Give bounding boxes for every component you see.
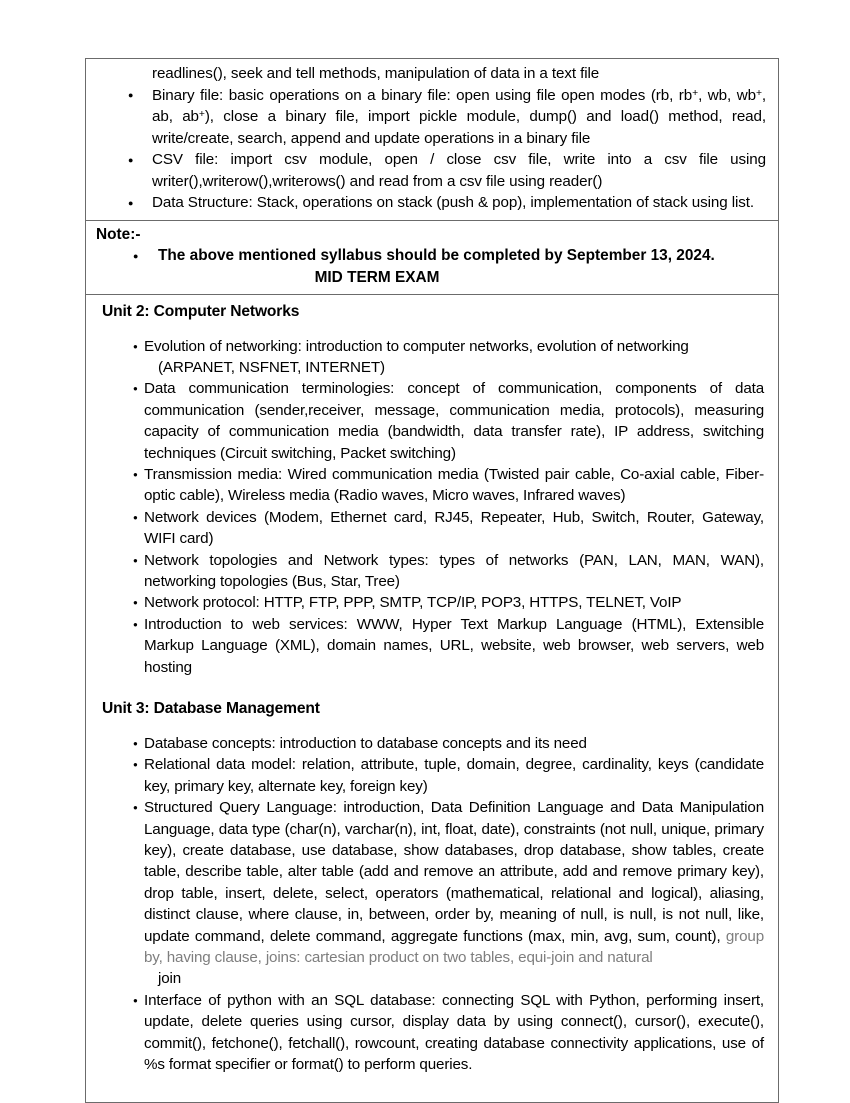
list-item (152, 85, 766, 150)
mid-term-exam-marker: MID TERM EXAM (314, 268, 440, 286)
unit2-bullet-1-text: Data communication terminologies: concept of communication, components of data communication (sender,receiver, message, communication media, protocols), measuring capacity of communication media (bandwidth, data transfer rate), IP address, switching techniques (Circuit switching, Packet switching) (144, 380, 764, 462)
unit1-bullet-1-text: CSV file: import csv module, open / close csv file, write into a csv file using writer(),writerow(),writerows() and read from a csv file using reader() (152, 151, 766, 190)
note-row (86, 220, 778, 295)
unit2-bullet-0-cont: (ARPANET, NSFNET, INTERNET) (158, 358, 385, 376)
list-item (152, 192, 766, 214)
list-item (144, 592, 764, 613)
unit2-bullet-4-text: Network topologies and Network types: types of networks (PAN, LAN, MAN, WAN), networking topologies (Bus, Star, Tree) (144, 551, 764, 590)
superscript-plus: + (198, 109, 205, 121)
unit2-bullet-0-text: Evolution of networking: introduction to computer networks, evolution of networking (144, 337, 689, 355)
unit2-bullet-2-text: Transmission media: Wired communication media (Twisted pair cable, Co-axial cable, Fiber-optic cable), Wireless media (Radio waves, Micro waves, Infrared waves) (144, 465, 764, 505)
list-item (152, 149, 766, 192)
units-row (86, 295, 778, 1102)
note-bullet-list (94, 245, 770, 267)
unit3-bullet-2-tail-text: join (158, 970, 182, 988)
list-item (144, 990, 764, 1076)
unit2-heading: Unit 2: Computer Networks (102, 302, 300, 320)
superscript-plus: + (692, 87, 699, 99)
list-item (144, 614, 764, 678)
unit1-bullet-list (94, 85, 770, 214)
list-item (144, 754, 764, 797)
unit3-bullet-0-text: Database concepts: introduction to database concepts and its need (144, 735, 587, 752)
list-item (158, 245, 770, 267)
note-label: Note:- (96, 225, 141, 243)
note-item-0-text: The above mentioned syllabus should be completed by September 13, 2024. (158, 246, 715, 264)
unit3-bullet-3-text: Interface of python with an SQL database: connecting SQL with Python, performing insert, update, delete queries using cursor, display data by using connect(), cursor(), execute(), commit(), fetchone(), fetchall(), rowcount, creating database connectivity applications, use of %s format specifier or format() to perform queries. (144, 991, 764, 1074)
list-item (144, 733, 764, 754)
unit3-bullet-1-text: Relational data model: relation, attribute, tuple, domain, degree, cardinality, keys (candidate key, primary key, alternate key, foreign key) (144, 756, 764, 795)
unit2-bullet-list (94, 336, 770, 679)
list-item (144, 464, 764, 507)
unit2-bullet-5-text: Network protocol: HTTP, FTP, PPP, SMTP, TCP/IP, POP3, HTTPS, TELNET, VoIP (144, 594, 682, 612)
unit2-bullet-6-text: Introduction to web services: WWW, Hyper Text Markup Language (HTML), Extensible Markup Language (XML), domain names, URL, website, web browser, web servers, web hosting (144, 615, 764, 676)
unit3-bullet-2-text: Structured Query Language: introduction, Data Definition Language and Data Manipulation Language, data type (char(n), varchar(n), int, float, date), constraints (not null, unique, primary key), create database, use database, show databases, drop database, show tables, create table, describe table, alter table (add and remove an attribute, add and remove primary key), drop table, insert, delete, select, operators (mathematical, relational and logical), aliasing, distinct clause, where clause, in, between, order by, meaning of null, is null, is not null, like, update command, delete command, aggregate functions (max, min, avg, sum, count), (144, 799, 764, 945)
unit3-bullet-list (94, 733, 770, 1076)
list-item (144, 797, 764, 990)
unit2-bullet-3-text: Network devices (Modem, Ethernet card, RJ45, Repeater, Hub, Switch, Router, Gateway, WIFI card) (144, 508, 764, 548)
list-item (144, 336, 764, 379)
unit3-bullet-2-faded-text: group by, having clause, joins: cartesian product on two tables, equi-join and natural (144, 927, 764, 967)
unit1-bullet-0-text: Binary file: basic operations on a binary file: open using file open modes (rb, rb+, wb, wb+, ab, ab+), close a binary file, import pickle module, dump() and load() method, read, write/create, search, append and update operations in a binary file (152, 86, 766, 147)
syllabus-table (85, 58, 779, 1103)
list-item (144, 507, 764, 550)
list-item (144, 550, 764, 593)
unit1-bullet-2-text: Data Structure: Stack, operations on stack (push & pop), implementation of stack using list. (152, 194, 754, 211)
unit3-heading: Unit 3: Database Management (102, 700, 320, 717)
superscript-plus: + (755, 87, 762, 99)
unit1-continuation-row (86, 59, 778, 220)
continuation-line: readlines(), seek and tell methods, manipulation of data in a text file (152, 65, 600, 82)
list-item (144, 378, 764, 464)
